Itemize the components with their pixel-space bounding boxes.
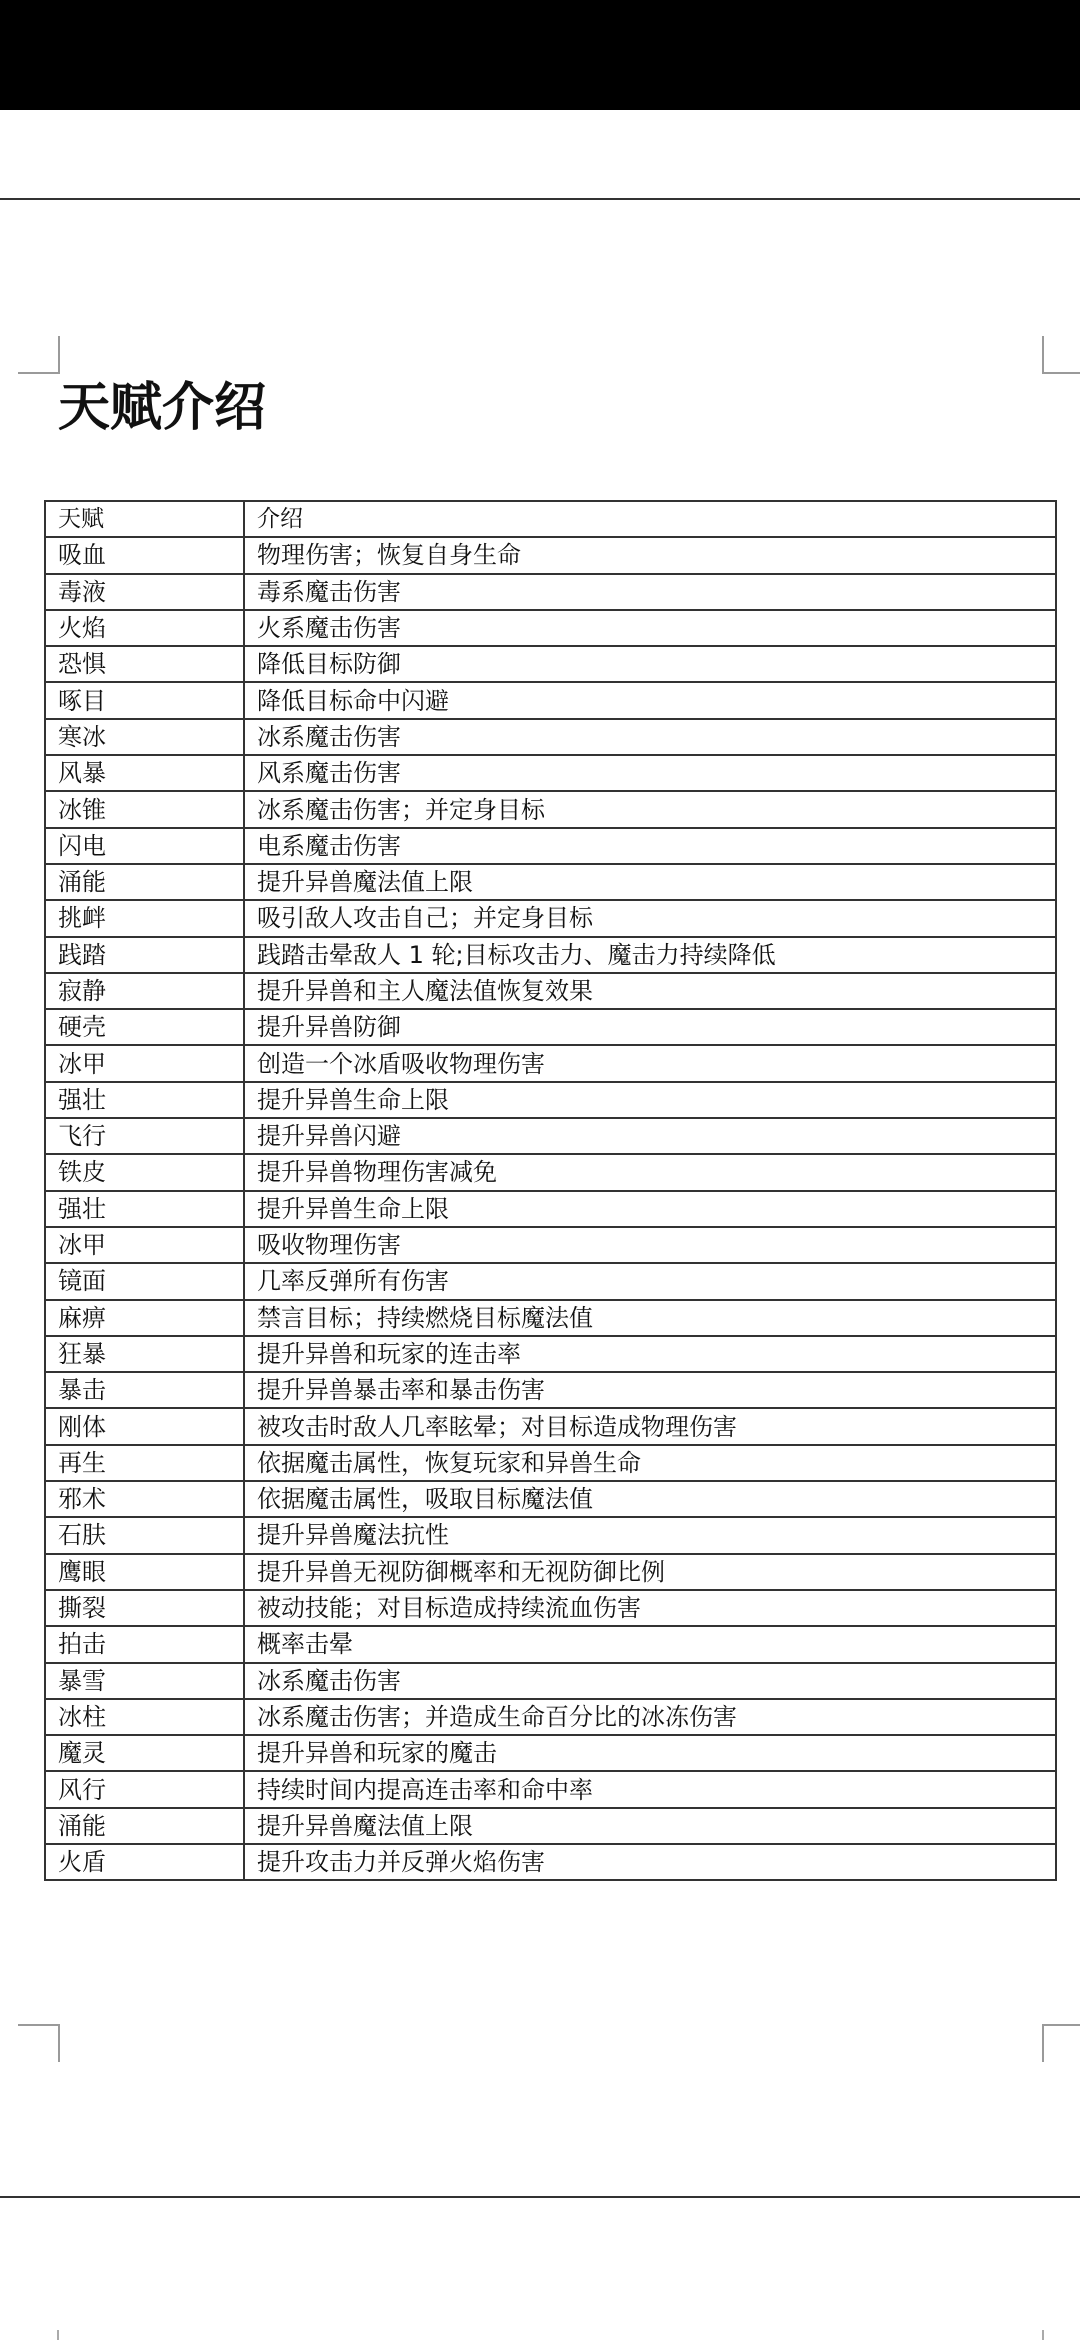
talent-description-cell: 被动技能；对目标造成持续流血伤害	[244, 1590, 1056, 1626]
talent-description-cell: 创造一个冰盾吸收物理伤害	[244, 1045, 1056, 1081]
talent-name-cell: 啄目	[45, 682, 244, 718]
crop-tick-left	[57, 2330, 59, 2340]
table-row	[45, 1082, 1056, 1118]
talent-name-cell: 硬壳	[45, 1009, 244, 1045]
talent-name-cell: 铁皮	[45, 1154, 244, 1190]
talent-description-cell: 被攻击时敌人几率眩晕；对目标造成物理伤害	[244, 1408, 1056, 1444]
talent-description-cell: 冰系魔击伤害；并造成生命百分比的冰冻伤害	[244, 1699, 1056, 1735]
talent-name-cell: 镜面	[45, 1263, 244, 1299]
table-row	[45, 1735, 1056, 1771]
talent-name-cell: 冰锥	[45, 791, 244, 827]
talent-description-cell: 提升异兽和玩家的连击率	[244, 1336, 1056, 1372]
talent-description-cell: 吸引敌人攻击自己；并定身目标	[244, 900, 1056, 936]
talent-description-cell: 提升攻击力并反弹火焰伤害	[244, 1844, 1056, 1880]
talent-description-cell: 禁言目标；持续燃烧目标魔法值	[244, 1300, 1056, 1336]
table-row	[45, 937, 1056, 973]
table-row	[45, 1300, 1056, 1336]
talent-name-cell: 暴雪	[45, 1663, 244, 1699]
talent-description-cell: 提升异兽物理伤害减免	[244, 1154, 1056, 1190]
table-row	[45, 1118, 1056, 1154]
table-row	[45, 610, 1056, 646]
talent-name-cell: 麻痹	[45, 1300, 244, 1336]
talent-description-cell: 吸收物理伤害	[244, 1227, 1056, 1263]
table-row	[45, 1445, 1056, 1481]
table-header-row	[45, 501, 1056, 537]
talent-name-cell: 涌能	[45, 864, 244, 900]
table-row	[45, 973, 1056, 1009]
talent-description-cell: 持续时间内提高连击率和命中率	[244, 1771, 1056, 1807]
talent-description-cell: 依据魔击属性，吸取目标魔法值	[244, 1481, 1056, 1517]
table-row	[45, 682, 1056, 718]
table-row	[45, 1699, 1056, 1735]
talent-name-cell: 毒液	[45, 574, 244, 610]
talent-description-cell: 提升异兽暴击率和暴击伤害	[244, 1372, 1056, 1408]
crop-mark-bottom-left	[18, 2024, 60, 2062]
table-row	[45, 574, 1056, 610]
talent-description-cell: 提升异兽魔法值上限	[244, 1808, 1056, 1844]
table-row	[45, 1663, 1056, 1699]
talent-name-cell: 刚体	[45, 1408, 244, 1444]
talent-description-cell: 毒系魔击伤害	[244, 574, 1056, 610]
page-bottom-divider	[0, 2196, 1080, 2198]
table-row	[45, 1372, 1056, 1408]
talent-table	[44, 500, 1057, 1881]
talent-description-cell: 火系魔击伤害	[244, 610, 1056, 646]
talent-name-cell: 冰柱	[45, 1699, 244, 1735]
talent-description-cell: 概率击晕	[244, 1626, 1056, 1662]
talent-name-cell: 闪电	[45, 828, 244, 864]
page-title: 天赋介绍	[58, 378, 267, 438]
table-row	[45, 1554, 1056, 1590]
table-row	[45, 719, 1056, 755]
talent-name-cell: 石肤	[45, 1517, 244, 1553]
talent-name-cell: 火焰	[45, 610, 244, 646]
talent-name-cell: 再生	[45, 1445, 244, 1481]
crop-mark-top-right	[1042, 336, 1080, 374]
page-top-divider	[0, 198, 1080, 200]
talent-name-cell: 寒冰	[45, 719, 244, 755]
header-talent: 天赋	[45, 501, 244, 537]
talent-name-cell: 冰甲	[45, 1045, 244, 1081]
talent-description-cell: 提升异兽和玩家的魔击	[244, 1735, 1056, 1771]
table-row	[45, 755, 1056, 791]
talent-name-cell: 恐惧	[45, 646, 244, 682]
talent-description-cell: 物理伤害；恢复自身生命	[244, 537, 1056, 573]
talent-description-cell: 提升异兽魔法抗性	[244, 1517, 1056, 1553]
talent-description-cell: 依据魔击属性，恢复玩家和异兽生命	[244, 1445, 1056, 1481]
talent-name-cell: 践踏	[45, 937, 244, 973]
talent-name-cell: 挑衅	[45, 900, 244, 936]
table-row	[45, 1626, 1056, 1662]
talent-description-cell: 几率反弹所有伤害	[244, 1263, 1056, 1299]
talent-name-cell: 吸血	[45, 537, 244, 573]
table-row	[45, 1227, 1056, 1263]
table-row	[45, 537, 1056, 573]
talent-name-cell: 飞行	[45, 1118, 244, 1154]
table-row	[45, 1517, 1056, 1553]
talent-name-cell: 火盾	[45, 1844, 244, 1880]
table-row	[45, 646, 1056, 682]
talent-description-cell: 提升异兽防御	[244, 1009, 1056, 1045]
table-row	[45, 1263, 1056, 1299]
talent-name-cell: 涌能	[45, 1808, 244, 1844]
talent-name-cell: 暴击	[45, 1372, 244, 1408]
table-row	[45, 791, 1056, 827]
talent-name-cell: 风行	[45, 1771, 244, 1807]
table-row	[45, 1844, 1056, 1880]
table-row	[45, 1009, 1056, 1045]
talent-description-cell: 电系魔击伤害	[244, 828, 1056, 864]
talent-description-cell: 冰系魔击伤害	[244, 1663, 1056, 1699]
talent-name-cell: 魔灵	[45, 1735, 244, 1771]
talent-name-cell: 鹰眼	[45, 1554, 244, 1590]
talent-name-cell: 强壮	[45, 1082, 244, 1118]
table-row	[45, 1191, 1056, 1227]
talent-description-cell: 提升异兽和主人魔法值恢复效果	[244, 973, 1056, 1009]
talent-name-cell: 狂暴	[45, 1336, 244, 1372]
table-row	[45, 1590, 1056, 1626]
header-description: 介绍	[244, 501, 1056, 537]
talent-description-cell: 践踏击晕敌人 1 轮;目标攻击力、魔击力持续降低	[244, 937, 1056, 973]
table-row	[45, 828, 1056, 864]
talent-description-cell: 降低目标命中闪避	[244, 682, 1056, 718]
table-row	[45, 1408, 1056, 1444]
table-row	[45, 1481, 1056, 1517]
talent-description-cell: 冰系魔击伤害	[244, 719, 1056, 755]
crop-tick-right	[1042, 2330, 1044, 2340]
talent-name-cell: 拍击	[45, 1626, 244, 1662]
talent-description-cell: 提升异兽生命上限	[244, 1191, 1056, 1227]
talent-description-cell: 提升异兽魔法值上限	[244, 864, 1056, 900]
talent-name-cell: 寂静	[45, 973, 244, 1009]
talent-name-cell: 风暴	[45, 755, 244, 791]
talent-name-cell: 强壮	[45, 1191, 244, 1227]
talent-description-cell: 冰系魔击伤害；并定身目标	[244, 791, 1056, 827]
talent-description-cell: 风系魔击伤害	[244, 755, 1056, 791]
talent-description-cell: 降低目标防御	[244, 646, 1056, 682]
table-row	[45, 864, 1056, 900]
crop-mark-bottom-right	[1042, 2024, 1080, 2062]
talent-name-cell: 撕裂	[45, 1590, 244, 1626]
table-row	[45, 1045, 1056, 1081]
talent-description-cell: 提升异兽闪避	[244, 1118, 1056, 1154]
crop-mark-top-left	[18, 336, 60, 374]
table-row	[45, 900, 1056, 936]
talent-description-cell: 提升异兽无视防御概率和无视防御比例	[244, 1554, 1056, 1590]
table-row	[45, 1154, 1056, 1190]
top-black-bar	[0, 0, 1080, 110]
table-row	[45, 1808, 1056, 1844]
talent-name-cell: 邪术	[45, 1481, 244, 1517]
talent-description-cell: 提升异兽生命上限	[244, 1082, 1056, 1118]
table-row	[45, 1771, 1056, 1807]
table-row	[45, 1336, 1056, 1372]
talent-name-cell: 冰甲	[45, 1227, 244, 1263]
